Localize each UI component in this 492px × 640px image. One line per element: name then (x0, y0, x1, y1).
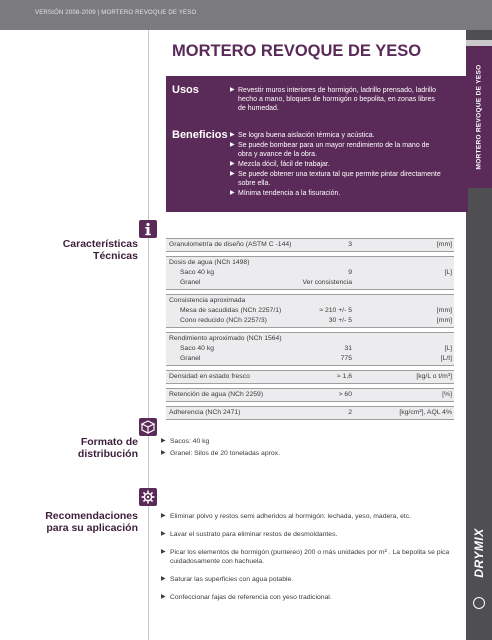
arrow-bullet-icon: ▶ (230, 190, 235, 196)
brand-logo (466, 505, 492, 620)
beneficios-item: ▶ Se logra buena aislación térmica y acústica. (230, 132, 375, 139)
list-item: ▶ Eliminar polvo y restos semi adheridos al hormigón: lechada, yeso, madera, etc. (161, 513, 412, 520)
table-row: Saco 40 kg 9 [L] (180, 269, 452, 276)
table-row: Rendimiento aproximado (NCh 1564) (169, 335, 282, 342)
brand-mark-icon (473, 597, 485, 609)
specs-table (166, 238, 454, 424)
gear-icon (139, 488, 157, 506)
beneficios-label: Beneficios (172, 129, 228, 141)
left-column (0, 30, 150, 640)
table-row: Retención de agua (NCh 2259) > 60 [%] (169, 391, 452, 398)
recomendaciones-label: Recomendaciones para su aplicación (45, 510, 138, 534)
arrow-bullet-icon: ▶ (230, 142, 235, 148)
box-icon (139, 418, 157, 436)
arrow-bullet-icon: ▶ (161, 549, 166, 555)
recomendaciones-list (161, 512, 457, 602)
spec-group (166, 388, 454, 402)
list-item: ▶ Picar los elementos de hormigón (puntereo) 200 o más unidades por m² . La bepolita se pica cuidadosamente con hachuela. (161, 549, 450, 565)
usos-beneficios-box (166, 76, 468, 212)
table-row: Dosis de agua (NCh 1498) (169, 259, 250, 266)
spec-group (166, 294, 454, 328)
usos-item: ▶ Revestir muros interiores de hormigón, ladrillo prensado, ladrillo hecho a mano, bloques de hormigón o bepolita, en zonas libres de humedad. (230, 87, 437, 112)
list-item: ▶ Saturar las superficies con agua potable. (161, 576, 294, 583)
usos-list (230, 86, 444, 114)
beneficios-list (230, 131, 444, 199)
formato-label: Formato de distribución (77, 436, 138, 460)
table-row: Cono reducido (NCh 2257/3) 30 +/- 5 [mm] (180, 317, 452, 324)
arrow-bullet-icon: ▶ (161, 450, 166, 456)
spec-group (166, 256, 454, 290)
table-row: Granel Ver consistencia (180, 279, 352, 286)
brand-wordmark: DRYMIX (472, 528, 486, 579)
beneficios-item: ▶ Mínima tendencia a la fisuración. (230, 190, 341, 197)
top-header-bar (0, 0, 492, 30)
spec-group (166, 406, 454, 420)
table-row: Densidad en estado fresco ≈ 1,6 [kg/L o t/m³] (169, 373, 452, 380)
table-row: Granel 775 [L/t] (180, 355, 452, 362)
table-row: Saco 40 kg 31 [L] (180, 345, 452, 352)
list-item: ▶ Lavar el sustrato para eliminar restos de desmoldantes. (161, 531, 338, 538)
arrow-bullet-icon: ▶ (161, 594, 166, 600)
usos-label: Usos (172, 84, 199, 96)
table-row: Mesa de sacudidas (NCh 2257/1) ≈ 210 +/- 5 [mm] (180, 307, 452, 314)
formato-list (161, 437, 461, 458)
arrow-bullet-icon: ▶ (230, 87, 235, 93)
beneficios-item: ▶ Se puede obtener una textura tal que permite pintar directamente sobre ella. (230, 171, 441, 187)
version-text: VERSIÓN 2008-2009 | MORTERO REVOQUE DE YESO (35, 10, 197, 16)
section-divider-line (148, 30, 149, 640)
list-item: ▶ Confeccionar fajas de referencia con yeso tradicional. (161, 594, 332, 601)
list-item: ▶ Granel: Silos de 20 toneladas aprox. (161, 450, 280, 457)
spec-group (166, 238, 454, 252)
spec-group (166, 332, 454, 366)
info-icon (139, 220, 157, 238)
table-row: Adherencia (NCh 2471) 2 [kg/cm²], AQL 4% (169, 409, 452, 416)
arrow-bullet-icon: ▶ (161, 513, 166, 519)
beneficios-item: ▶ Se puede bombear para un mayor rendimiento de la mano de obra y avance de la obra. (230, 142, 430, 158)
caracteristicas-label: Características Técnicas (62, 238, 138, 262)
table-row: Consistencia aproximada (169, 297, 246, 304)
list-item: ▶ Sacos: 40 kg (161, 438, 210, 445)
table-row: Granulometría de diseño (ASTM C -144) 3 [mm] (169, 241, 452, 248)
beneficios-item: ▶ Mezcla dócil, fácil de trabajar. (230, 161, 330, 168)
spec-group (166, 370, 454, 384)
page-title: MORTERO REVOQUE DE YESO (172, 42, 422, 60)
arrow-bullet-icon: ▶ (161, 438, 166, 444)
arrow-bullet-icon: ▶ (230, 161, 235, 167)
arrow-bullet-icon: ▶ (161, 531, 166, 537)
arrow-bullet-icon: ▶ (230, 132, 235, 138)
side-vertical-title: MORTERO REVOQUE DE YESO (475, 64, 483, 170)
arrow-bullet-icon: ▶ (230, 171, 235, 177)
arrow-bullet-icon: ▶ (161, 576, 166, 582)
